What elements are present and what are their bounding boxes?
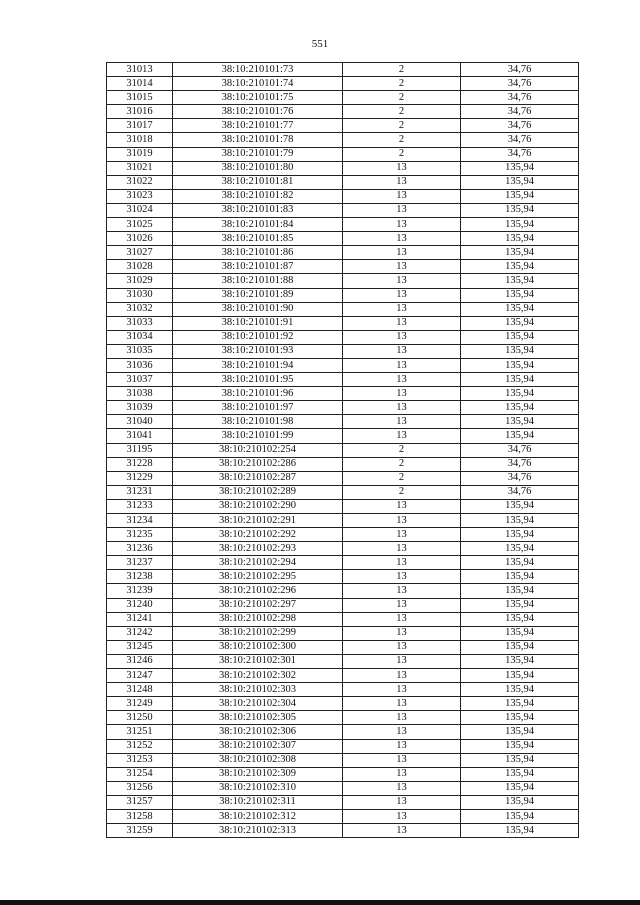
count-cell: 13 (343, 739, 461, 753)
area-cell: 135,94 (461, 499, 579, 513)
table-row (107, 133, 579, 147)
area-cell: 135,94 (461, 274, 579, 288)
record-number-cell: 31018 (107, 133, 173, 147)
cadastral-number-cell: 38:10:210102:307 (173, 739, 343, 753)
record-number-cell: 31233 (107, 499, 173, 513)
count-cell: 13 (343, 302, 461, 316)
table-row (107, 316, 579, 330)
area-cell: 135,94 (461, 711, 579, 725)
cadastral-number-cell: 38:10:210102:254 (173, 443, 343, 457)
area-cell: 34,76 (461, 471, 579, 485)
count-cell: 13 (343, 809, 461, 823)
cadastral-number-cell: 38:10:210101:79 (173, 147, 343, 161)
record-number-cell: 31019 (107, 147, 173, 161)
record-number-cell: 31014 (107, 77, 173, 91)
cadastral-number-cell: 38:10:210101:86 (173, 246, 343, 260)
cadastral-number-cell: 38:10:210102:306 (173, 725, 343, 739)
table-row (107, 401, 579, 415)
count-cell: 2 (343, 119, 461, 133)
cadastral-number-cell: 38:10:210102:313 (173, 824, 343, 838)
count-cell: 13 (343, 767, 461, 781)
count-cell: 13 (343, 387, 461, 401)
cadastral-number-cell: 38:10:210101:83 (173, 203, 343, 217)
count-cell: 2 (343, 63, 461, 77)
record-number-cell: 31033 (107, 316, 173, 330)
cadastral-number-cell: 38:10:210102:289 (173, 485, 343, 499)
record-number-cell: 31242 (107, 626, 173, 640)
record-number-cell: 31034 (107, 330, 173, 344)
record-number-cell: 31039 (107, 401, 173, 415)
table-row (107, 809, 579, 823)
area-cell: 135,94 (461, 344, 579, 358)
area-cell: 34,76 (461, 77, 579, 91)
cadastral-number-cell: 38:10:210101:73 (173, 63, 343, 77)
cadastral-number-cell: 38:10:210102:286 (173, 457, 343, 471)
table-row (107, 77, 579, 91)
record-number-cell: 31235 (107, 528, 173, 542)
table-row (107, 457, 579, 471)
cadastral-number-cell: 38:10:210102:294 (173, 556, 343, 570)
count-cell: 2 (343, 457, 461, 471)
area-cell: 135,94 (461, 316, 579, 330)
area-cell: 135,94 (461, 683, 579, 697)
count-cell: 2 (343, 443, 461, 457)
record-number-cell: 31231 (107, 485, 173, 499)
count-cell: 13 (343, 316, 461, 330)
area-cell: 34,76 (461, 105, 579, 119)
cadastral-number-cell: 38:10:210102:308 (173, 753, 343, 767)
area-cell: 135,94 (461, 288, 579, 302)
record-number-cell: 31040 (107, 415, 173, 429)
area-cell: 135,94 (461, 203, 579, 217)
cadastral-number-cell: 38:10:210102:292 (173, 528, 343, 542)
area-cell: 135,94 (461, 358, 579, 372)
cadastral-number-cell: 38:10:210101:91 (173, 316, 343, 330)
count-cell: 13 (343, 189, 461, 203)
count-cell: 13 (343, 654, 461, 668)
count-cell: 2 (343, 133, 461, 147)
cadastral-number-cell: 38:10:210101:81 (173, 175, 343, 189)
count-cell: 13 (343, 528, 461, 542)
record-number-cell: 31013 (107, 63, 173, 77)
area-cell: 135,94 (461, 189, 579, 203)
table-row (107, 697, 579, 711)
cadastral-number-cell: 38:10:210101:90 (173, 302, 343, 316)
table-row (107, 105, 579, 119)
record-number-cell: 31240 (107, 598, 173, 612)
area-cell: 135,94 (461, 654, 579, 668)
record-number-cell: 31025 (107, 218, 173, 232)
cadastral-number-cell: 38:10:210101:85 (173, 232, 343, 246)
record-number-cell: 31021 (107, 161, 173, 175)
count-cell: 13 (343, 330, 461, 344)
table-row (107, 542, 579, 556)
count-cell: 13 (343, 584, 461, 598)
table-row (107, 443, 579, 457)
cadastral-number-cell: 38:10:210102:290 (173, 499, 343, 513)
record-number-cell: 31036 (107, 358, 173, 372)
table-row (107, 344, 579, 358)
record-number-cell: 31239 (107, 584, 173, 598)
record-number-cell: 31253 (107, 753, 173, 767)
area-cell: 135,94 (461, 415, 579, 429)
record-number-cell: 31030 (107, 288, 173, 302)
table-row (107, 556, 579, 570)
record-number-cell: 31257 (107, 795, 173, 809)
table-row (107, 232, 579, 246)
table-row (107, 147, 579, 161)
cadastral-number-cell: 38:10:210101:87 (173, 260, 343, 274)
table-row (107, 358, 579, 372)
record-number-cell: 31015 (107, 91, 173, 105)
count-cell: 13 (343, 218, 461, 232)
cadastral-number-cell: 38:10:210101:99 (173, 429, 343, 443)
area-cell: 34,76 (461, 147, 579, 161)
record-number-cell: 31245 (107, 640, 173, 654)
area-cell: 34,76 (461, 485, 579, 499)
table-row (107, 274, 579, 288)
table-row (107, 302, 579, 316)
record-number-cell: 31016 (107, 105, 173, 119)
count-cell: 13 (343, 161, 461, 175)
area-cell: 135,94 (461, 232, 579, 246)
record-number-cell: 31017 (107, 119, 173, 133)
area-cell: 34,76 (461, 443, 579, 457)
count-cell: 13 (343, 499, 461, 513)
cadastral-number-cell: 38:10:210101:75 (173, 91, 343, 105)
count-cell: 13 (343, 175, 461, 189)
table-row (107, 387, 579, 401)
record-number-cell: 31254 (107, 767, 173, 781)
area-cell: 135,94 (461, 514, 579, 528)
count-cell: 2 (343, 91, 461, 105)
record-number-cell: 31035 (107, 344, 173, 358)
record-number-cell: 31026 (107, 232, 173, 246)
area-cell: 135,94 (461, 246, 579, 260)
record-number-cell: 31028 (107, 260, 173, 274)
area-cell: 135,94 (461, 260, 579, 274)
record-number-cell: 31258 (107, 809, 173, 823)
table-row (107, 626, 579, 640)
record-number-cell: 31022 (107, 175, 173, 189)
count-cell: 13 (343, 753, 461, 767)
table-row (107, 485, 579, 499)
area-cell: 34,76 (461, 119, 579, 133)
record-number-cell: 31249 (107, 697, 173, 711)
record-number-cell: 31041 (107, 429, 173, 443)
cadastral-number-cell: 38:10:210102:301 (173, 654, 343, 668)
table-row (107, 725, 579, 739)
count-cell: 13 (343, 697, 461, 711)
count-cell: 13 (343, 683, 461, 697)
area-cell: 135,94 (461, 401, 579, 415)
table-row (107, 161, 579, 175)
table-row (107, 218, 579, 232)
cadastral-number-cell: 38:10:210102:300 (173, 640, 343, 654)
area-cell: 135,94 (461, 753, 579, 767)
count-cell: 13 (343, 824, 461, 838)
table-row (107, 739, 579, 753)
parcel-table (106, 62, 579, 838)
cadastral-number-cell: 38:10:210102:302 (173, 669, 343, 683)
count-cell: 2 (343, 471, 461, 485)
count-cell: 13 (343, 570, 461, 584)
area-cell: 34,76 (461, 91, 579, 105)
table-row (107, 288, 579, 302)
area-cell: 135,94 (461, 429, 579, 443)
record-number-cell: 31247 (107, 669, 173, 683)
table-row (107, 514, 579, 528)
area-cell: 135,94 (461, 739, 579, 753)
area-cell: 135,94 (461, 640, 579, 654)
area-cell: 135,94 (461, 542, 579, 556)
count-cell: 2 (343, 105, 461, 119)
area-cell: 135,94 (461, 387, 579, 401)
table-row (107, 429, 579, 443)
record-number-cell: 31234 (107, 514, 173, 528)
count-cell: 13 (343, 429, 461, 443)
cadastral-number-cell: 38:10:210102:293 (173, 542, 343, 556)
record-number-cell: 31246 (107, 654, 173, 668)
table-row (107, 753, 579, 767)
area-cell: 135,94 (461, 781, 579, 795)
table-row (107, 189, 579, 203)
record-number-cell: 31037 (107, 373, 173, 387)
page-number: 551 (311, 38, 329, 50)
cadastral-number-cell: 38:10:210101:92 (173, 330, 343, 344)
record-number-cell: 31229 (107, 471, 173, 485)
record-number-cell: 31038 (107, 387, 173, 401)
parcel-table-body (107, 63, 579, 838)
cadastral-number-cell: 38:10:210102:305 (173, 711, 343, 725)
cadastral-number-cell: 38:10:210102:303 (173, 683, 343, 697)
count-cell: 13 (343, 344, 461, 358)
area-cell: 135,94 (461, 697, 579, 711)
record-number-cell: 31228 (107, 457, 173, 471)
cadastral-number-cell: 38:10:210101:94 (173, 358, 343, 372)
count-cell: 13 (343, 288, 461, 302)
table-row (107, 654, 579, 668)
cadastral-number-cell: 38:10:210101:82 (173, 189, 343, 203)
count-cell: 13 (343, 640, 461, 654)
cadastral-number-cell: 38:10:210102:297 (173, 598, 343, 612)
count-cell: 13 (343, 626, 461, 640)
count-cell: 13 (343, 232, 461, 246)
area-cell: 135,94 (461, 584, 579, 598)
table-row (107, 330, 579, 344)
table-row (107, 795, 579, 809)
table-row (107, 612, 579, 626)
count-cell: 13 (343, 556, 461, 570)
table-row (107, 683, 579, 697)
record-number-cell: 31251 (107, 725, 173, 739)
table-row (107, 373, 579, 387)
cadastral-number-cell: 38:10:210101:78 (173, 133, 343, 147)
table-row (107, 175, 579, 189)
count-cell: 13 (343, 373, 461, 387)
cadastral-number-cell: 38:10:210102:295 (173, 570, 343, 584)
count-cell: 13 (343, 401, 461, 415)
area-cell: 135,94 (461, 725, 579, 739)
area-cell: 34,76 (461, 63, 579, 77)
cadastral-number-cell: 38:10:210102:310 (173, 781, 343, 795)
cadastral-number-cell: 38:10:210101:76 (173, 105, 343, 119)
table-row (107, 598, 579, 612)
area-cell: 135,94 (461, 669, 579, 683)
area-cell: 135,94 (461, 767, 579, 781)
count-cell: 13 (343, 612, 461, 626)
record-number-cell: 31248 (107, 683, 173, 697)
record-number-cell: 31238 (107, 570, 173, 584)
table-row (107, 528, 579, 542)
count-cell: 2 (343, 77, 461, 91)
table-row (107, 584, 579, 598)
table-row (107, 91, 579, 105)
area-cell: 135,94 (461, 218, 579, 232)
count-cell: 13 (343, 669, 461, 683)
cadastral-number-cell: 38:10:210101:97 (173, 401, 343, 415)
area-cell: 135,94 (461, 556, 579, 570)
table-row (107, 711, 579, 725)
table-row (107, 640, 579, 654)
table-row (107, 415, 579, 429)
record-number-cell: 31252 (107, 739, 173, 753)
table-row (107, 203, 579, 217)
cadastral-number-cell: 38:10:210102:304 (173, 697, 343, 711)
area-cell: 135,94 (461, 612, 579, 626)
record-number-cell: 31241 (107, 612, 173, 626)
table-row (107, 570, 579, 584)
count-cell: 13 (343, 358, 461, 372)
area-cell: 135,94 (461, 795, 579, 809)
cadastral-number-cell: 38:10:210102:309 (173, 767, 343, 781)
cadastral-number-cell: 38:10:210102:296 (173, 584, 343, 598)
area-cell: 135,94 (461, 528, 579, 542)
count-cell: 2 (343, 485, 461, 499)
count-cell: 13 (343, 274, 461, 288)
area-cell: 135,94 (461, 626, 579, 640)
cadastral-number-cell: 38:10:210101:95 (173, 373, 343, 387)
cadastral-number-cell: 38:10:210102:311 (173, 795, 343, 809)
cadastral-number-cell: 38:10:210101:89 (173, 288, 343, 302)
table-row (107, 499, 579, 513)
area-cell: 34,76 (461, 457, 579, 471)
area-cell: 135,94 (461, 373, 579, 387)
cadastral-number-cell: 38:10:210102:299 (173, 626, 343, 640)
record-number-cell: 31259 (107, 824, 173, 838)
area-cell: 135,94 (461, 302, 579, 316)
count-cell: 2 (343, 147, 461, 161)
area-cell: 135,94 (461, 175, 579, 189)
count-cell: 13 (343, 260, 461, 274)
count-cell: 13 (343, 542, 461, 556)
table-row (107, 119, 579, 133)
cadastral-number-cell: 38:10:210101:96 (173, 387, 343, 401)
area-cell: 135,94 (461, 824, 579, 838)
scan-edge-bar (0, 900, 640, 905)
cadastral-number-cell: 38:10:210101:80 (173, 161, 343, 175)
area-cell: 135,94 (461, 809, 579, 823)
count-cell: 13 (343, 514, 461, 528)
table-row (107, 767, 579, 781)
area-cell: 135,94 (461, 570, 579, 584)
record-number-cell: 31195 (107, 443, 173, 457)
area-cell: 135,94 (461, 598, 579, 612)
record-number-cell: 31250 (107, 711, 173, 725)
table-row (107, 260, 579, 274)
count-cell: 13 (343, 598, 461, 612)
area-cell: 135,94 (461, 330, 579, 344)
record-number-cell: 31256 (107, 781, 173, 795)
count-cell: 13 (343, 781, 461, 795)
table-row (107, 781, 579, 795)
cadastral-number-cell: 38:10:210102:287 (173, 471, 343, 485)
record-number-cell: 31027 (107, 246, 173, 260)
count-cell: 13 (343, 725, 461, 739)
cadastral-number-cell: 38:10:210101:84 (173, 218, 343, 232)
cadastral-number-cell: 38:10:210101:98 (173, 415, 343, 429)
record-number-cell: 31236 (107, 542, 173, 556)
count-cell: 13 (343, 711, 461, 725)
table-row (107, 824, 579, 838)
cadastral-number-cell: 38:10:210101:74 (173, 77, 343, 91)
cadastral-number-cell: 38:10:210101:88 (173, 274, 343, 288)
cadastral-number-cell: 38:10:210101:77 (173, 119, 343, 133)
cadastral-number-cell: 38:10:210102:312 (173, 809, 343, 823)
record-number-cell: 31032 (107, 302, 173, 316)
cadastral-number-cell: 38:10:210102:291 (173, 514, 343, 528)
count-cell: 13 (343, 415, 461, 429)
record-number-cell: 31023 (107, 189, 173, 203)
record-number-cell: 31024 (107, 203, 173, 217)
table-row (107, 63, 579, 77)
area-cell: 34,76 (461, 133, 579, 147)
area-cell: 135,94 (461, 161, 579, 175)
table-row (107, 471, 579, 485)
table-row (107, 246, 579, 260)
count-cell: 13 (343, 203, 461, 217)
cadastral-number-cell: 38:10:210102:298 (173, 612, 343, 626)
count-cell: 13 (343, 246, 461, 260)
record-number-cell: 31029 (107, 274, 173, 288)
count-cell: 13 (343, 795, 461, 809)
cadastral-number-cell: 38:10:210101:93 (173, 344, 343, 358)
table-row (107, 669, 579, 683)
record-number-cell: 31237 (107, 556, 173, 570)
